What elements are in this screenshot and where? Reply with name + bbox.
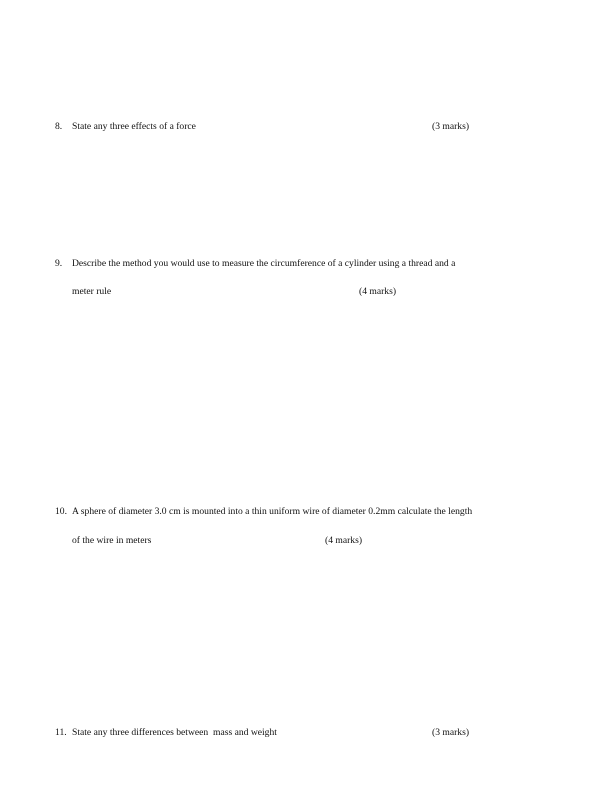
question-text: State any three differences between mass and weight — [72, 727, 277, 738]
question-text: Describe the method you would use to measure the circumference of a cylinder using a thread and a — [72, 258, 456, 269]
question-number: 11. — [55, 727, 67, 738]
question-text: State any three effects of a force — [72, 121, 196, 132]
question-marks: (4 marks) — [359, 286, 397, 297]
question-marks: (4 marks) — [325, 535, 363, 546]
question-marks: (3 marks) — [432, 727, 470, 738]
question-number: 8. — [55, 121, 63, 132]
question-marks: (3 marks) — [432, 121, 470, 132]
question-text-line2: of the wire in meters — [72, 535, 152, 546]
question-number: 10. — [55, 506, 67, 517]
question-text: A sphere of diameter 3.0 cm is mounted into a thin uniform wire of diameter 0.2mm calculate the length — [72, 506, 473, 517]
question-text-line2: meter rule — [72, 286, 112, 297]
question-number: 9. — [55, 258, 63, 269]
